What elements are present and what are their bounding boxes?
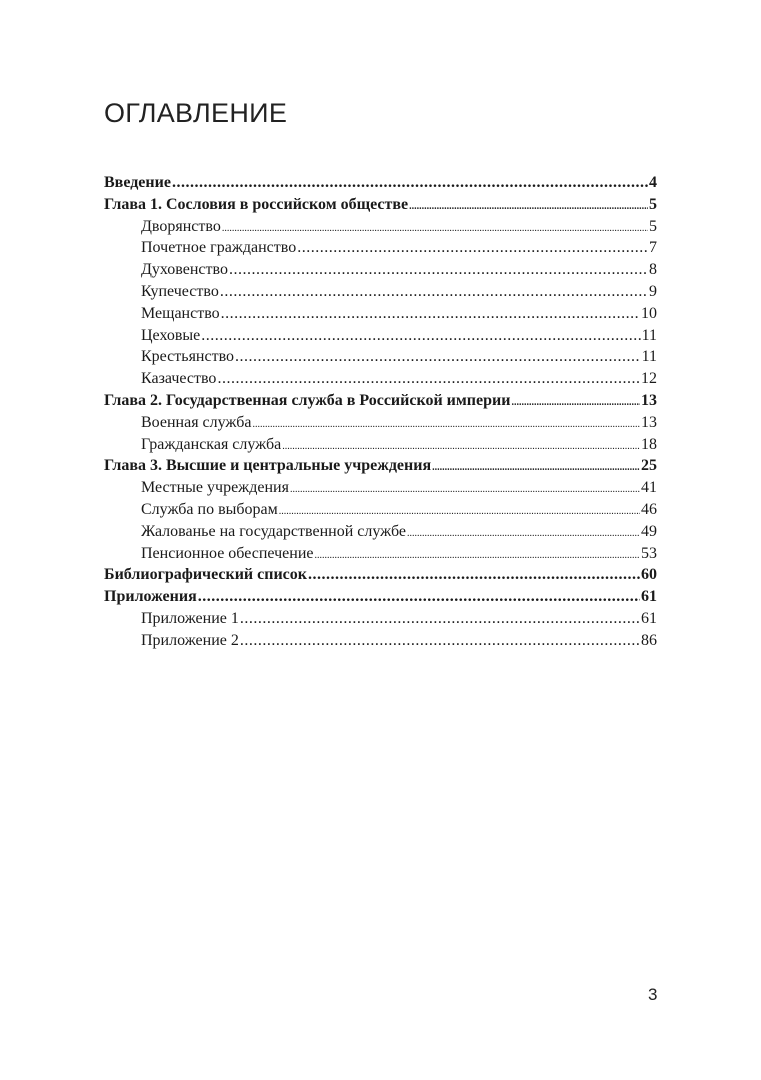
dot-leader bbox=[297, 237, 648, 259]
toc-entry-page: 61 bbox=[641, 609, 657, 627]
toc-entry bbox=[104, 630, 657, 652]
toc-entry bbox=[104, 172, 657, 194]
toc-entry-title: Цеховые bbox=[141, 326, 201, 344]
toc-entry-title: Глава 2. Государственная служба в Российской империи bbox=[104, 391, 511, 409]
toc-entry bbox=[104, 499, 657, 521]
toc-entry-title: Приложения bbox=[104, 588, 197, 606]
toc-entry-title: Мещанство bbox=[141, 304, 220, 322]
toc-entry-page: 49 bbox=[641, 522, 657, 540]
dot-leader bbox=[217, 368, 640, 390]
toc-entry bbox=[104, 259, 657, 281]
page-title: ОГЛАВЛЕНИЕ bbox=[104, 98, 288, 128]
toc-entry-page: 41 bbox=[641, 479, 657, 497]
toc-entry bbox=[104, 368, 657, 390]
toc-entry-page: 53 bbox=[641, 544, 657, 562]
dot-leader bbox=[253, 412, 640, 436]
toc-entry bbox=[104, 521, 657, 543]
toc-entry-title: Казачество bbox=[141, 370, 217, 388]
table-of-contents bbox=[104, 172, 657, 652]
toc-entry bbox=[104, 434, 657, 456]
toc-entry-page: 9 bbox=[649, 282, 657, 300]
dot-leader bbox=[279, 499, 640, 523]
toc-entry bbox=[104, 281, 657, 303]
dot-leader bbox=[314, 543, 640, 567]
toc-entry-title: Дворянство bbox=[141, 217, 221, 235]
toc-entry-page: 4 bbox=[649, 174, 657, 191]
dot-leader bbox=[222, 216, 648, 240]
dot-leader bbox=[220, 281, 648, 303]
toc-entry-title: Купечество bbox=[141, 282, 219, 300]
dot-leader bbox=[409, 194, 648, 218]
toc-entry-page: 13 bbox=[641, 413, 657, 431]
dot-leader bbox=[308, 564, 640, 586]
toc-entry bbox=[104, 455, 657, 477]
toc-entry bbox=[104, 325, 657, 347]
dot-leader bbox=[282, 434, 640, 458]
toc-entry bbox=[104, 608, 657, 630]
toc-entry bbox=[104, 237, 657, 259]
toc-entry-title: Приложение 1 bbox=[141, 609, 239, 627]
toc-entry-page: 25 bbox=[641, 457, 657, 475]
toc-entry-title: Духовенство bbox=[141, 261, 228, 279]
toc-entry bbox=[104, 390, 657, 412]
dot-leader bbox=[235, 346, 641, 368]
toc-entry bbox=[104, 477, 657, 499]
toc-entry-title: Военная служба bbox=[141, 413, 252, 431]
toc-entry bbox=[104, 564, 657, 586]
toc-entry-title: Крестьянство bbox=[141, 348, 235, 366]
toc-entry bbox=[104, 194, 657, 216]
toc-entry bbox=[104, 303, 657, 325]
page-number: 3 bbox=[648, 985, 658, 1004]
toc-entry-title: Почетное гражданство bbox=[141, 239, 297, 257]
toc-entry-page: 8 bbox=[649, 261, 657, 279]
dot-leader bbox=[240, 608, 640, 630]
dot-leader bbox=[511, 390, 640, 414]
dot-leader bbox=[172, 172, 648, 194]
toc-entry bbox=[104, 412, 657, 434]
toc-entry-page: 12 bbox=[641, 370, 657, 388]
toc-entry-page: 7 bbox=[649, 239, 657, 257]
toc-entry-page: 11 bbox=[641, 326, 657, 344]
toc-entry-page: 5 bbox=[649, 195, 657, 213]
toc-entry-title: Библиографический список bbox=[104, 566, 307, 584]
toc-entry-title: Глава 3. Высшие и центральные учреждения bbox=[104, 457, 432, 475]
toc-entry-title: Глава 1. Сословия в российском обществе bbox=[104, 195, 409, 213]
toc-entry-page: 5 bbox=[649, 217, 657, 235]
toc-entry-title: Введение bbox=[104, 174, 171, 191]
toc-entry-page: 11 bbox=[641, 348, 657, 366]
toc-entry-title: Местные учреждения bbox=[141, 479, 289, 497]
toc-entry-page: 86 bbox=[641, 631, 657, 649]
toc-entry-title: Пенсионное обеспечение bbox=[141, 544, 314, 562]
dot-leader bbox=[221, 303, 640, 325]
dot-leader bbox=[201, 325, 640, 347]
toc-entry-page: 10 bbox=[641, 304, 657, 322]
toc-entry-title: Гражданская служба bbox=[141, 435, 282, 453]
toc-entry-page: 18 bbox=[641, 435, 657, 453]
dot-leader bbox=[229, 259, 648, 281]
dot-leader bbox=[198, 586, 640, 608]
toc-entry bbox=[104, 216, 657, 238]
toc-entry-title: Приложение 2 bbox=[141, 631, 239, 649]
toc-entry-title: Служба по выборам bbox=[141, 500, 278, 518]
toc-entry bbox=[104, 586, 657, 608]
toc-entry bbox=[104, 543, 657, 565]
dot-leader bbox=[432, 455, 640, 479]
toc-entry-page: 13 bbox=[641, 391, 657, 409]
toc-entry-title: Жалованье на государственной службе bbox=[141, 522, 407, 540]
toc-entry-page: 61 bbox=[641, 588, 657, 606]
toc-entry bbox=[104, 346, 657, 368]
dot-leader bbox=[290, 477, 640, 501]
dot-leader bbox=[240, 630, 640, 652]
toc-entry-page: 60 bbox=[641, 566, 657, 584]
dot-leader bbox=[407, 521, 640, 545]
toc-entry-page: 46 bbox=[641, 500, 657, 518]
